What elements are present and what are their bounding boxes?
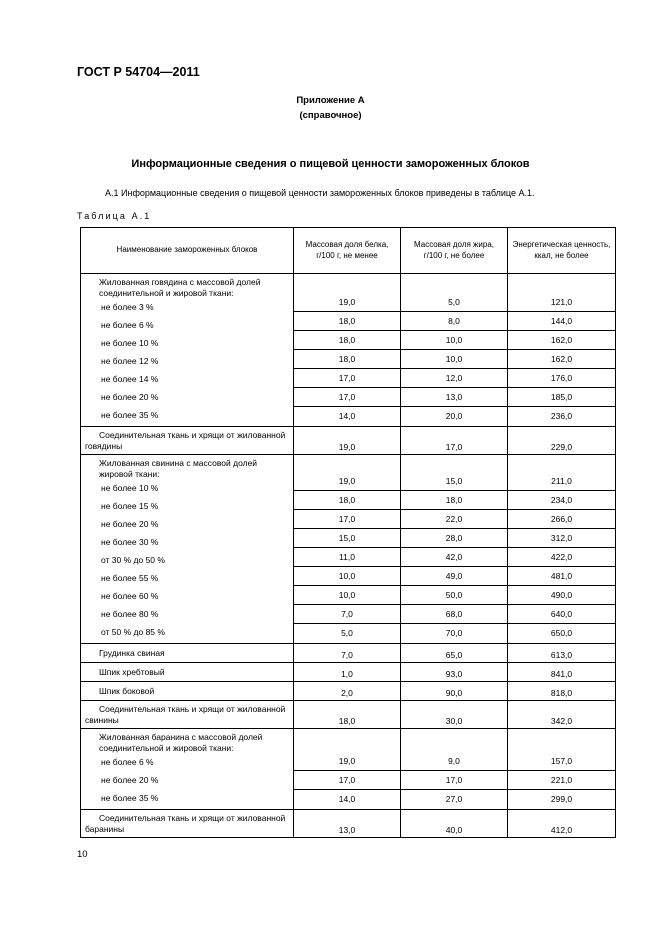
cell-energy: 312,0: [508, 528, 615, 547]
intro-paragraph: А.1 Информационные сведения о пищевой ценности замороженных блоков приведены в таблице А.1.: [105, 188, 535, 198]
cell-fat: 49,0: [401, 566, 507, 585]
cell-protein-column: [294, 455, 401, 644]
row-name: [81, 644, 294, 663]
cell-energy: 650,0: [508, 623, 615, 643]
cell-protein: 1,0: [294, 663, 401, 682]
table-row: [81, 682, 616, 701]
cell-protein: 11,0: [294, 547, 400, 566]
row-label: не более 12 %: [101, 356, 159, 366]
cell-energy: 162,0: [508, 330, 615, 349]
cell-energy: 481,0: [508, 566, 615, 585]
cell-protein: 13,0: [294, 810, 401, 838]
cell-protein: 17,0: [294, 770, 400, 789]
cell-fat: 90,0: [401, 682, 508, 701]
row-label: Грудинка свиная: [99, 648, 165, 658]
row-label: не более 3 %: [101, 302, 154, 312]
row-label: Шпик хребтовый: [99, 667, 165, 677]
row-label: не более 10 %: [101, 483, 159, 493]
row-name: [81, 701, 294, 729]
cell-protein: 10,0: [294, 585, 400, 604]
cell-protein: 19,0: [338, 297, 356, 307]
cell-energy: 236,0: [508, 406, 615, 426]
row-label: не более 30 %: [101, 537, 159, 547]
cell-fat: 5,0: [448, 297, 460, 307]
document-code: ГОСТ Р 54704—2011: [77, 65, 200, 79]
cell-protein: 19,0: [338, 756, 356, 766]
cell-protein: 17,0: [294, 509, 400, 528]
row-label: не более 6 %: [101, 320, 154, 330]
row-label: не более 20 %: [101, 775, 159, 785]
cell-fat: 12,0: [401, 368, 507, 387]
cell-fat: 93,0: [401, 663, 508, 682]
cell-fat-column: [401, 274, 508, 427]
cell-fat: 28,0: [401, 528, 507, 547]
row-label: не более 35 %: [101, 793, 159, 803]
row-label: Шпик боковой: [99, 686, 155, 696]
cell-protein: 14,0: [294, 789, 400, 809]
cell-fat: 20,0: [401, 406, 507, 426]
cell-protein: 2,0: [294, 682, 401, 701]
row-label: не более 10 %: [101, 338, 159, 348]
cell-fat: 10,0: [401, 349, 507, 368]
table-row: [81, 729, 616, 810]
cell-fat: 65,0: [401, 644, 508, 663]
table-row: [81, 663, 616, 682]
cell-energy: 266,0: [508, 509, 615, 528]
cell-fat: 27,0: [401, 789, 507, 809]
cell-fat: 42,0: [401, 547, 507, 566]
cell-protein: 14,0: [294, 406, 400, 426]
row-label: Соединительная ткань и хрящи от жилованной свинины: [85, 704, 286, 725]
row-label: не более 20 %: [101, 519, 159, 529]
row-label: не более 14 %: [101, 374, 159, 384]
table-caption: Таблица А.1: [77, 211, 152, 221]
table-row: [81, 455, 616, 644]
header-protein: Массовая доля белка, г/100 г, не менее: [294, 228, 401, 274]
cell-protein: 7,0: [294, 604, 400, 623]
cell-protein: 18,0: [294, 311, 400, 330]
row-group-name: [81, 274, 294, 427]
cell-energy: 162,0: [508, 349, 615, 368]
cell-energy: 229,0: [508, 427, 616, 455]
group-heading: Жилованная говядина с массовой долей соединительной и жировой ткани:: [99, 277, 261, 298]
cell-fat: 9,0: [448, 756, 460, 766]
header-name: Наименование замороженных блоков: [81, 228, 294, 274]
cell-energy: 157,0: [550, 756, 573, 766]
cell-fat: 10,0: [401, 330, 507, 349]
row-label: от 50 % до 85 %: [101, 627, 165, 637]
row-name: [81, 427, 294, 455]
cell-fat: 17,0: [401, 427, 508, 455]
table-row: [81, 810, 616, 838]
cell-protein: 18,0: [294, 490, 400, 509]
row-label: не более 60 %: [101, 591, 159, 601]
cell-fat: 30,0: [401, 701, 508, 729]
cell-energy-column: [508, 455, 616, 644]
cell-protein: 7,0: [294, 644, 401, 663]
row-name: [81, 682, 294, 701]
table-body: [81, 274, 616, 838]
cell-energy: 422,0: [508, 547, 615, 566]
cell-energy: 185,0: [508, 387, 615, 406]
cell-fat: 15,0: [445, 476, 463, 486]
cell-protein: 18,0: [294, 330, 400, 349]
row-name: [81, 663, 294, 682]
cell-energy: 176,0: [508, 368, 615, 387]
cell-energy: 490,0: [508, 585, 615, 604]
group-heading: Жилованная баранина с массовой долей соединительной и жировой ткани:: [99, 732, 263, 753]
cell-energy: 640,0: [508, 604, 615, 623]
table-row: [81, 427, 616, 455]
group-heading: Жилованная свинина с массовой долей жировой ткани:: [99, 458, 258, 479]
cell-protein: 19,0: [294, 427, 401, 455]
cell-fat-column: [401, 729, 508, 810]
cell-energy: 221,0: [508, 770, 615, 789]
row-name: [81, 810, 294, 838]
row-group-name: [81, 455, 294, 644]
cell-energy: 121,0: [550, 297, 573, 307]
cell-protein: 18,0: [294, 349, 400, 368]
cell-fat: 70,0: [401, 623, 507, 643]
table-row: [81, 644, 616, 663]
row-label: не более 80 %: [101, 609, 159, 619]
table-row: [81, 701, 616, 729]
annex-title: Приложение А: [296, 95, 365, 106]
cell-fat: 68,0: [401, 604, 507, 623]
cell-fat: 50,0: [401, 585, 507, 604]
cell-protein: 17,0: [294, 387, 400, 406]
row-label: не более 6 %: [101, 757, 154, 767]
cell-energy: 818,0: [508, 682, 616, 701]
cell-energy: 841,0: [508, 663, 616, 682]
row-group-name: [81, 729, 294, 810]
cell-protein: 18,0: [294, 701, 401, 729]
cell-protein: 15,0: [294, 528, 400, 547]
table-header-row: [81, 228, 616, 274]
cell-protein-column: [294, 729, 401, 810]
cell-fat: 8,0: [401, 311, 507, 330]
cell-protein: 10,0: [294, 566, 400, 585]
cell-protein: 19,0: [338, 476, 356, 486]
cell-fat: 13,0: [401, 387, 507, 406]
section-title: Информационные сведения о пищевой ценности замороженных блоков: [131, 158, 530, 170]
cell-protein: 17,0: [294, 368, 400, 387]
row-label: не более 20 %: [101, 392, 159, 402]
table-row: [81, 274, 616, 427]
cell-energy: 299,0: [508, 789, 615, 809]
cell-fat: 18,0: [401, 490, 507, 509]
cell-fat: 40,0: [401, 810, 508, 838]
cell-energy: 234,0: [508, 490, 615, 509]
nutrition-table: [80, 227, 616, 838]
cell-energy: 144,0: [508, 311, 615, 330]
row-label: не более 35 %: [101, 410, 159, 420]
row-label: от 30 % до 50 %: [101, 555, 165, 565]
cell-protein-column: [294, 274, 401, 427]
cell-energy: 211,0: [551, 476, 572, 486]
cell-fat-column: [401, 455, 508, 644]
cell-energy: 412,0: [508, 810, 616, 838]
header-fat: Массовая доля жира, г/100 г, не более: [401, 228, 508, 274]
row-label: Соединительная ткань и хрящи от жилованной баранины: [85, 813, 286, 834]
cell-energy: 342,0: [508, 701, 616, 729]
page-number: 10: [77, 849, 88, 860]
row-label: не более 15 %: [101, 501, 159, 511]
cell-protein: 5,0: [294, 623, 400, 643]
row-label: Соединительная ткань и хрящи от жилованной говядины: [85, 430, 286, 451]
header-energy: Энергетическая ценность, ккал, не более: [508, 228, 616, 274]
annex-type: (справочное): [299, 110, 362, 121]
cell-energy-column: [508, 729, 616, 810]
cell-energy: 613,0: [508, 644, 616, 663]
cell-energy-column: [508, 274, 616, 427]
cell-fat: 22,0: [401, 509, 507, 528]
cell-fat: 17,0: [401, 770, 507, 789]
row-label: не более 55 %: [101, 573, 159, 583]
